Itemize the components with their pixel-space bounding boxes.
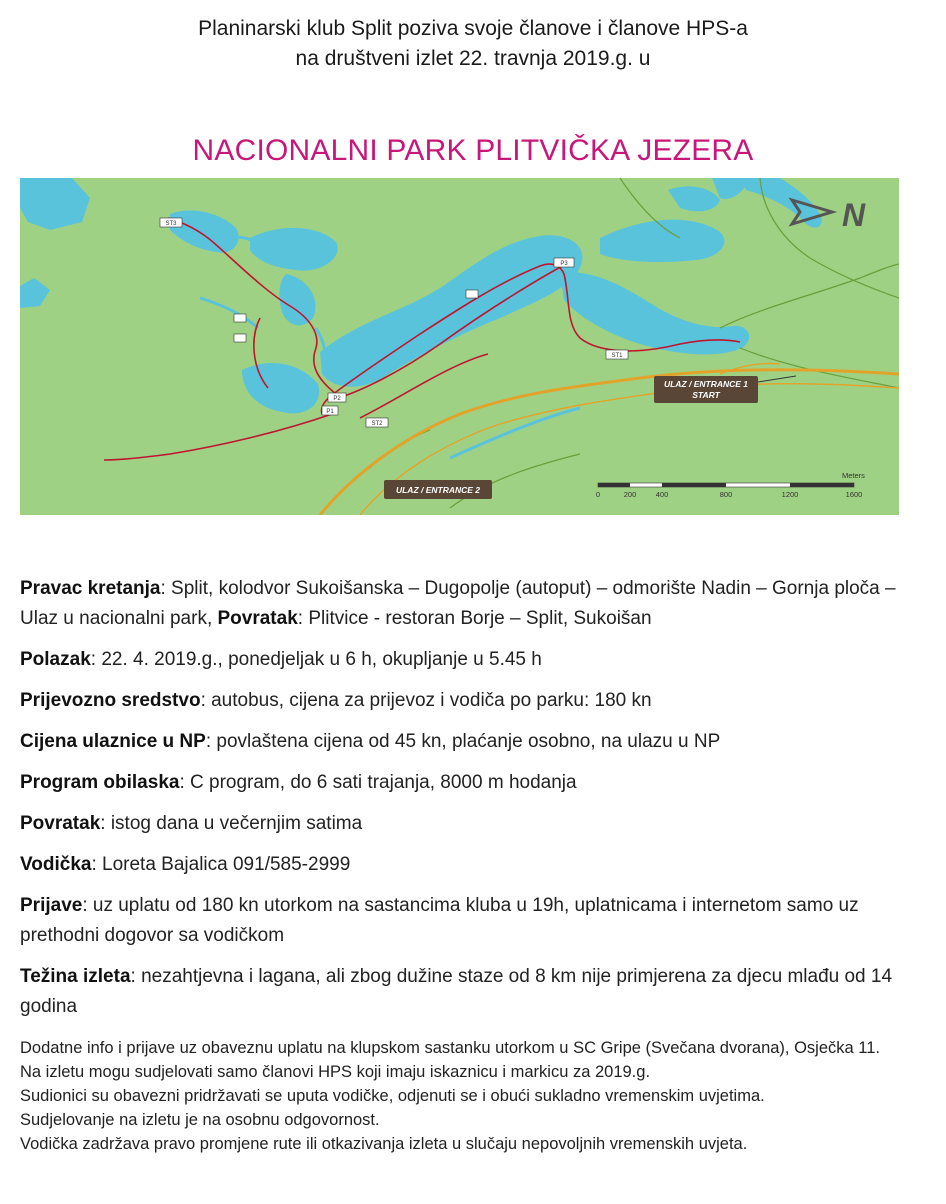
stop-label-st2: ST2 [371,421,383,427]
header-line-2: na društveni izlet 22. travnja 2019.g. u [295,47,651,70]
detail-departure: Polazak: 22. 4. 2019.g., ponedjeljak u 6 h, okupljanje u 5.45 h [20,649,542,670]
park-map-svg [20,178,899,515]
page-title: NACIONALNI PARK PLITVIČKA JEZERA [192,134,754,167]
detail-guide: Vodička: Loreta Bajalica 091/585-2999 [20,854,351,875]
scale-unit: Meters [842,471,865,480]
entrance-2-label: ULAZ / ENTRANCE 2 [395,485,481,495]
north-label: N [842,197,866,233]
map-land [20,178,899,515]
park-map [20,178,899,515]
scale-tick: 1200 [781,490,799,499]
detail-ticket-price: Cijena ulaznice u NP: povlaštena cijena od 45 kn, plaćanje osobno, na ulazu u NP [20,731,721,752]
scale-tick: 800 [719,490,733,499]
invitation-header [0,14,946,74]
detail-difficulty: Težina izleta: nezahtjevna i lagana, ali zbog dužine staze od 8 km nije primjerena za djecu mlađu od 14 godina [20,966,893,1017]
stop-label-p1: P1 [326,409,334,415]
scale-tick: 1600 [845,490,863,499]
additional-notes [20,1036,904,1156]
entrance-1-start: START [692,390,720,400]
note-line: Sudionici su obavezni pridržavati se uputa vodičke, odjenuti se i obući sukladno vremenskim uvjetima. [20,1087,765,1105]
detail-route: Pravac kretanja: Split, kolodvor Sukoišanska – Dugopolje (autoput) – odmorište Nadin – Gornja ploča – Ulaz u nacionalni park, Povratak: Plitvice - restoran Borje – Split, Sukoišan [20,578,896,629]
note-line: Na izletu mogu sudjelovati samo članovi HPS koji imaju iskaznicu i markicu za 2019.g. [20,1063,651,1081]
stop-label-st1: ST1 [611,353,623,359]
scale-tick: 200 [623,490,637,499]
detail-transport: Prijevozno sredstvo: autobus, cijena za prijevoz i vodiča po parku: 180 kn [20,690,652,711]
note-line: Sudjelovanje na izletu je na osobnu odgovornost. [20,1111,380,1129]
trip-details [20,574,904,1033]
stop-label-p3: P3 [560,261,568,267]
entrance-2-sign [384,480,492,499]
note-line: Vodička zadržava pravo promjene rute ili otkazivanja izleta u slučaju nepovoljnih vremenskih uvjeta. [20,1135,748,1153]
stop-label-p2: P2 [333,396,341,402]
note-line: Dodatne info i prijave uz obaveznu uplatu na klupskom sastanku utorkom u SC Gripe (Svečana dvorana), Osječka 11. [20,1039,880,1057]
scale-tick: 0 [595,490,601,499]
entrance-1-label: ULAZ / ENTRANCE 1 [663,379,749,389]
stop-label-st3: ST3 [165,221,177,227]
scale-tick: 400 [655,490,669,499]
detail-program: Program obilaska: C program, do 6 sati trajanja, 8000 m hodanja [20,772,577,793]
detail-registration: Prijave: uz uplatu od 180 kn utorkom na sastancima kluba u 19h, uplatnicama i internetom samo uz prethodni dogovor sa vodičkom [20,895,859,946]
detail-return: Povratak: istog dana u večernjim satima [20,813,363,834]
header-line-1: Planinarski klub Split poziva svoje članove i članove HPS-a [198,17,748,40]
